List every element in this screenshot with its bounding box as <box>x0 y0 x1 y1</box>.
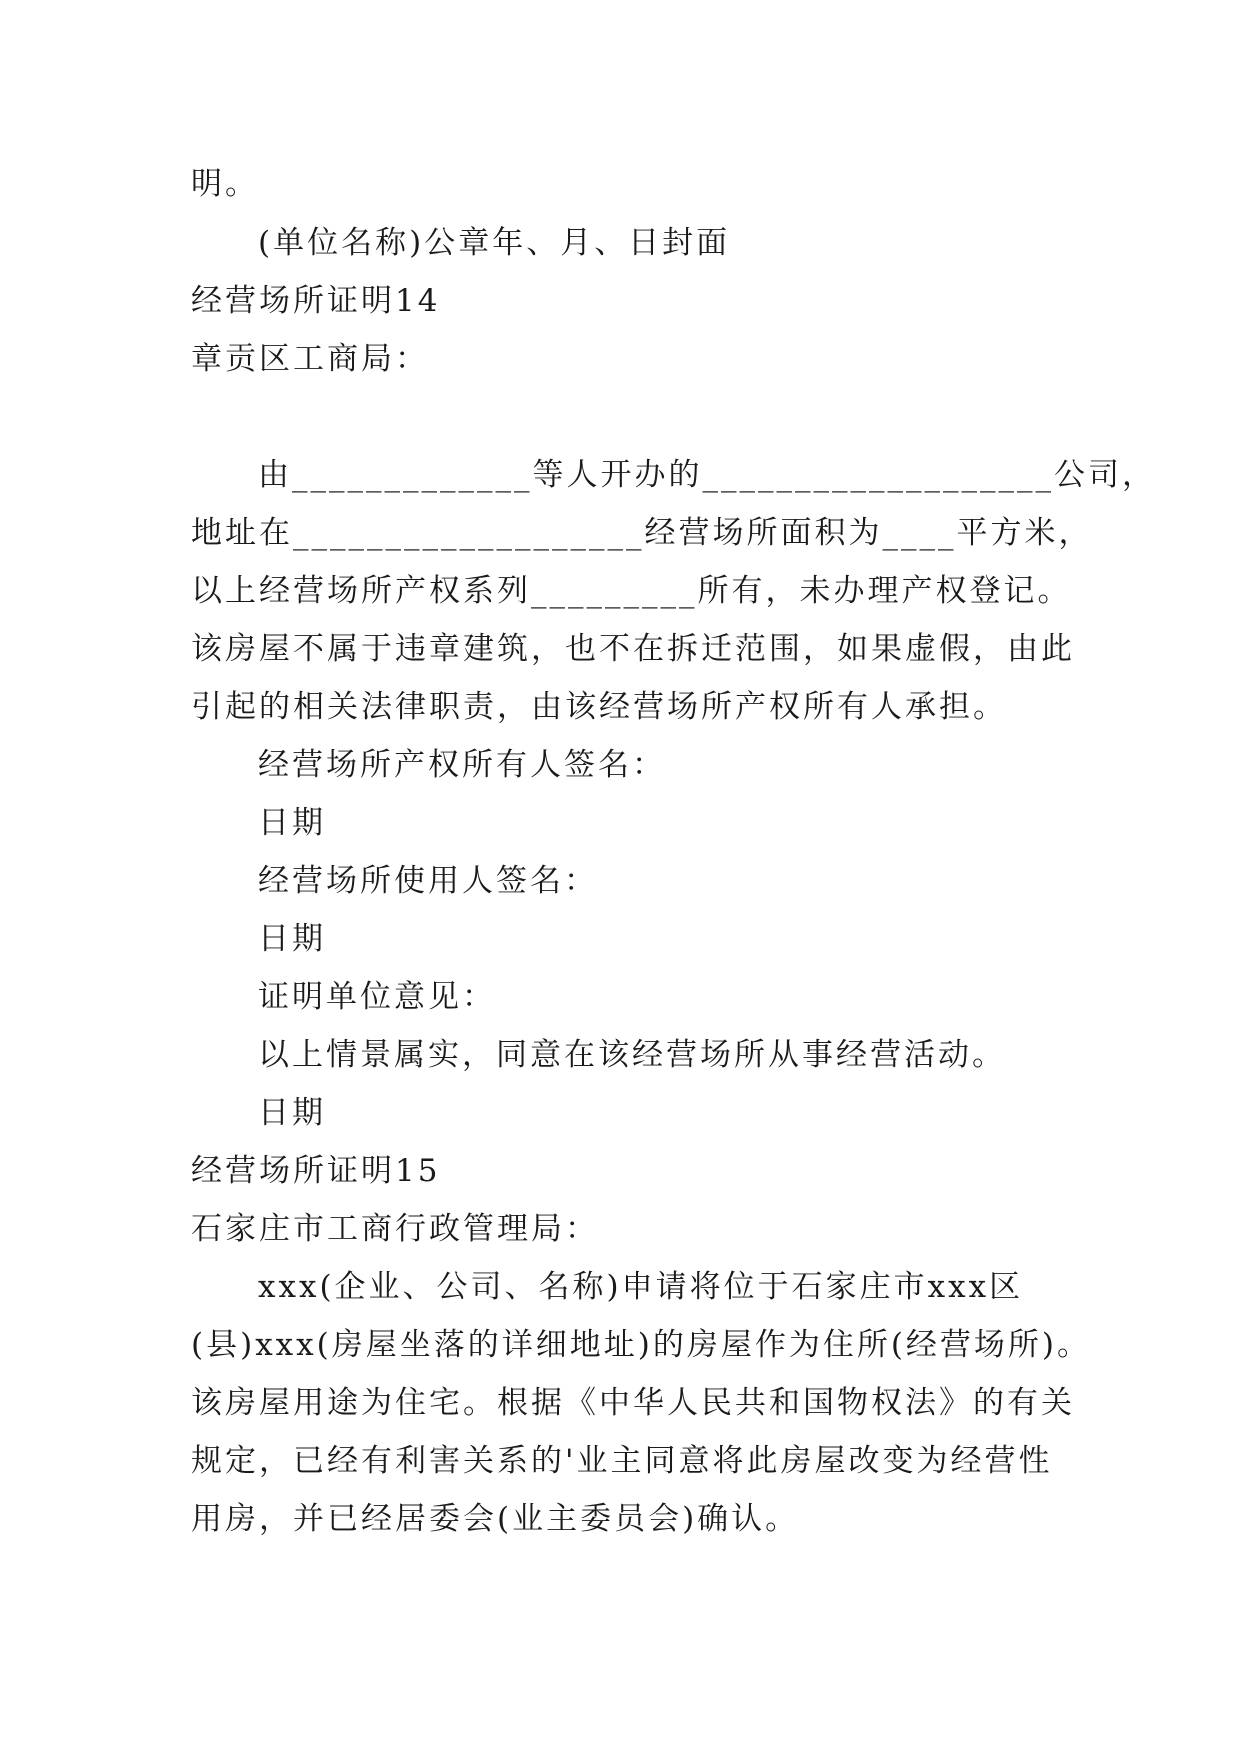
signature-label: 经营场所使用人签名： <box>258 863 598 899</box>
text-line: xxx(企业、公司、名称)申请将位于石家庄市xxx区 <box>258 1269 1024 1305</box>
opinion-label: 证明单位意见： <box>258 979 496 1015</box>
addressee: 章贡区工商局： <box>191 341 429 377</box>
text-line: 该房屋用途为住宅。根据《中华人民共和国物权法》的有关 <box>191 1385 1075 1421</box>
date-label: 日期 <box>258 1095 326 1131</box>
text-line: 明。 <box>191 166 259 202</box>
text-line: 地址在___________________经营场所面积为____平方米， <box>191 515 1093 551</box>
addressee: 石家庄市工商行政管理局： <box>191 1211 599 1247</box>
text-line: 规定，已经有利害关系的'业主同意将此房屋改变为经营性 <box>191 1443 1053 1479</box>
text-line: 以上经营场所产权系列_________所有，未办理产权登记。 <box>191 573 1072 609</box>
signature-label: 经营场所产权所有人签名： <box>258 747 666 783</box>
text-line: 用房，并已经居委会(业主委员会)确认。 <box>191 1501 800 1537</box>
text-line: 该房屋不属于违章建筑，也不在拆迁范围，如果虚假，由此 <box>191 631 1075 667</box>
text-line: 引起的相关法律职责，由该经营场所产权所有人承担。 <box>191 689 1007 725</box>
text-line: (单位名称)公章年、月、日封面 <box>258 225 731 261</box>
text-line: (县)xxx(房屋坐落的详细地址)的房屋作为住所(经营场所)。 <box>191 1327 1092 1363</box>
text-line: 以上情景属实，同意在该经营场所从事经营活动。 <box>258 1037 1006 1073</box>
date-label: 日期 <box>258 921 326 957</box>
date-label: 日期 <box>258 805 326 841</box>
text-line: 由_____________等人开办的___________________公司， <box>258 457 1156 493</box>
section-heading: 经营场所证明15 <box>191 1153 441 1189</box>
section-heading: 经营场所证明14 <box>191 283 441 319</box>
